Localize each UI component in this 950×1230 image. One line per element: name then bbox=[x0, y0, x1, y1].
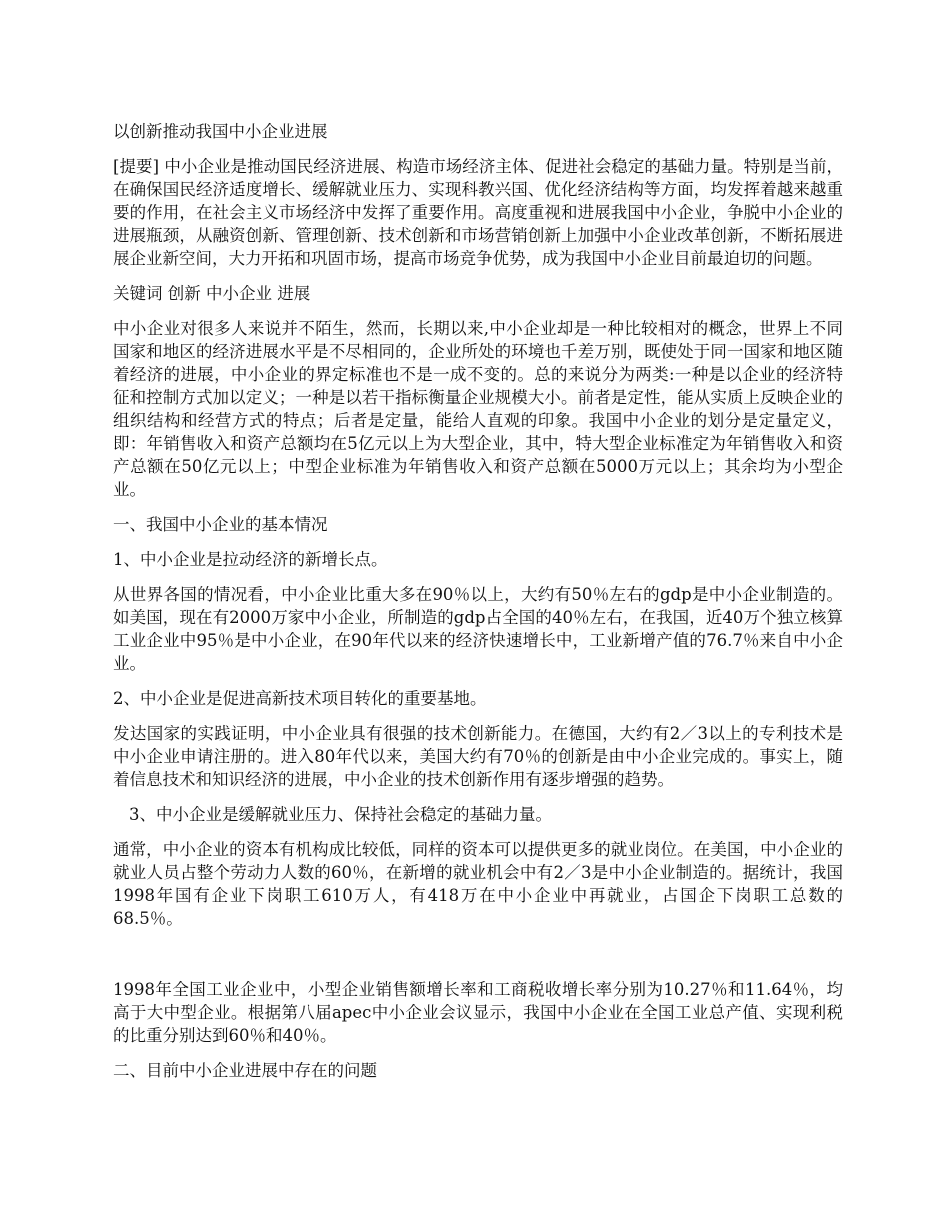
body-paragraph-1: 从世界各国的情况看，中小企业比重大多在90％以上，大约有50％左右的gdp是中小企业制造的。如美国，现在有2000万家中小企业，所制造的gdp占全国的40％左右，在我国，近40万个独立核算工业企业中95％是中小企业，在90年代以来的经济快速增长中，工业新增产值的76.7％来自中小企业。 bbox=[113, 585, 843, 673]
section-heading-1: 一、我国中小企业的基本情况 bbox=[113, 515, 328, 534]
body-paragraph-3: 通常，中小企业的资本有机构成比较低，同样的资本可以提供更多的就业岗位。在美国，中小企业的就业人员占整个劳动力人数的60％，在新增的就业机会中有2／3是中小企业制造的。据统计，我国1998年国有企业下岗职工610万人，有418万在中小企业中再就业，占国企下岗职工总数的68.5％。 bbox=[113, 840, 843, 928]
document-title: 以创新推动我国中小企业进展 bbox=[113, 122, 328, 141]
body-paragraph-2: 发达国家的实践证明，中小企业具有很强的技术创新能力。在德国，大约有2／3以上的专利技术是中小企业申请注册的。进入80年代以来，美国大约有70％的创新是由中小企业完成的。事实上，随着信息技术和知识经济的进展，中小企业的技术创新作用有逐步增强的趋势。 bbox=[113, 724, 843, 789]
blank-space bbox=[113, 942, 843, 978]
document-page bbox=[113, 120, 843, 1094]
keywords-line: 关键词 创新 中小企业 进展 bbox=[113, 284, 311, 303]
section-heading-2: 二、目前中小企业进展中存在的问题 bbox=[113, 1061, 377, 1080]
subheading-1: 1、中小企业是拉动经济的新增长点。 bbox=[113, 550, 388, 569]
subheading-3: 3、中小企业是缓解就业压力、保持社会稳定的基础力量。 bbox=[129, 805, 552, 824]
abstract-paragraph: [提要] 中小企业是推动国民经济进展、构造市场经济主体、促进社会稳定的基础力量。特别是当前，在确保国民经济适度增长、缓解就业压力、实现科教兴国、优化经济结构等方面，均发挥着越来越重要的作用，在社会主义市场经济中发挥了重要作用。高度重视和进展我国中小企业，争脱中小企业的进展瓶颈，从融资创新、管理创新、技术创新和市场营销创新上加强中小企业改革创新，不断拓展进展企业新空间，大力开拓和巩固市场，提高市场竞争优势，成为我国中小企业目前最迫切的问题。 bbox=[113, 157, 843, 268]
subheading-2: 2、中小企业是促进高新技术项目转化的重要基地。 bbox=[113, 689, 487, 708]
body-paragraph-4: 1998年全国工业企业中，小型企业销售额增长率和工商税收增长率分别为10.27％和11.64％，均高于大中型企业。根据第八届apec中小企业会议显示，我国中小企业在全国工业总产值、实现利税的比重分别达到60％和40％。 bbox=[113, 980, 843, 1045]
intro-paragraph: 中小企业对很多人来说并不陌生，然而，长期以来,中小企业却是一种比较相对的概念，世界上不同国家和地区的经济进展水平是不尽相同的，企业所处的环境也千差万别，既使处于同一国家和地区随着经济的进展，中小企业的界定标准也不是一成不变的。总的来说分为两类:一种是以企业的经济特征和控制方式加以定义；一种是以若干指标衡量企业规模大小。前者是定性，能从实质上反映企业的组织结构和经营方式的特点；后者是定量，能给人直观的印象。我国中小企业的划分是定量定义，即：年销售收入和资产总额均在5亿元以上为大型企业，其中，特大型企业标准定为年销售收入和资产总额在50亿元以上；中型企业标准为年销售收入和资产总额在5000万元以上；其余均为小型企业。 bbox=[113, 319, 843, 499]
